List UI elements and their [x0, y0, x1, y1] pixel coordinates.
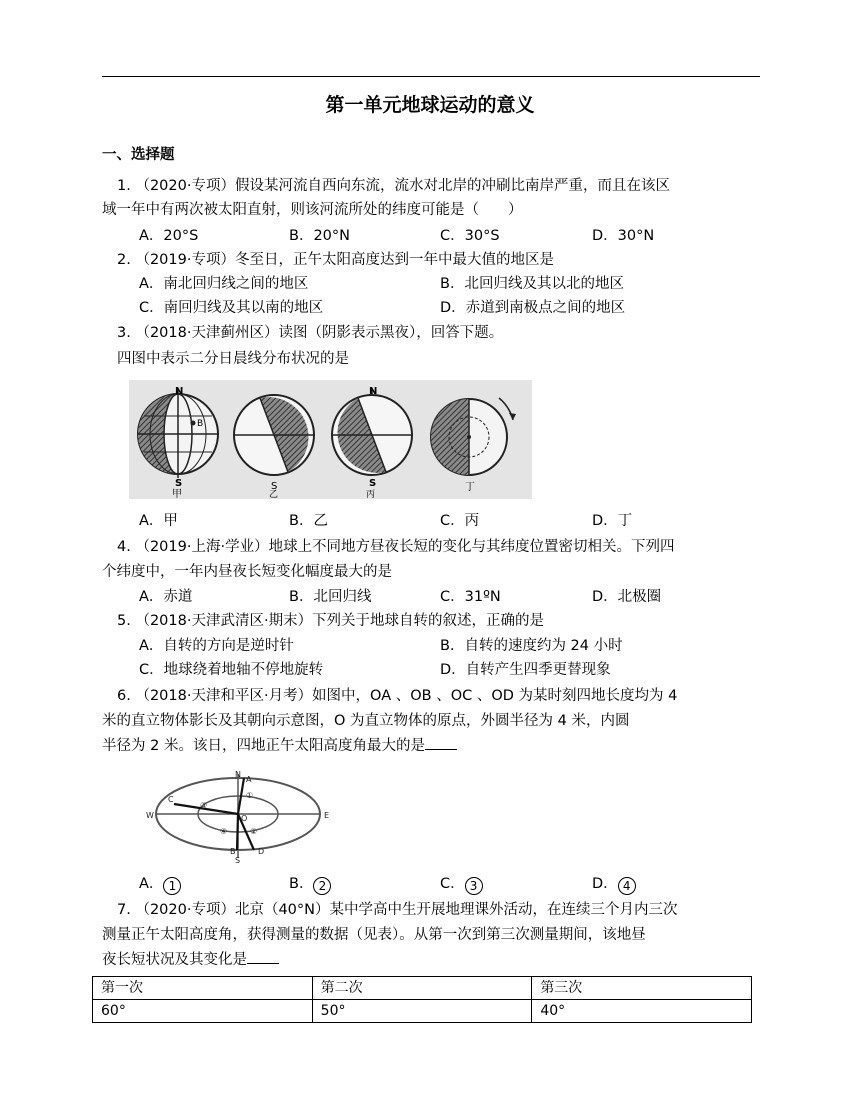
yi-s-label: S — [271, 481, 278, 492]
yi-caption: 乙 — [269, 490, 279, 499]
section-heading: 一、选择题 — [102, 147, 175, 163]
q1-stem-line2: 域一年中有两次被太阳直射，则该河流所处的纬度可能是（ ） — [102, 202, 523, 218]
q6-answer-blank[interactable] — [425, 735, 457, 750]
q3-option-d[interactable]: D．丁 — [592, 513, 633, 529]
q6-stem-line3 — [102, 735, 457, 757]
q2-option-a[interactable]: A．南北回归线之间的地区 — [139, 276, 309, 292]
q1-option-a[interactable]: A．20°S — [139, 228, 199, 244]
q7-stem-line2: 测量正午太阳高度角，获得测量的数据（见表）。从第一次到第三次测量期间，该地昼 — [102, 927, 646, 943]
q6-option-a-circle: 1 — [163, 877, 181, 895]
jia-caption: 甲 — [172, 489, 182, 499]
table-cell: 50° — [312, 1000, 532, 1023]
shadow-diagram — [142, 768, 417, 864]
q3-option-c[interactable]: C．丙 — [440, 513, 480, 529]
q5-option-a[interactable]: A．自转的方向是逆时针 — [139, 638, 294, 654]
q6-option-a-label: A． — [139, 876, 164, 892]
q2-option-b[interactable]: B．北回归线及其以北的地区 — [440, 276, 624, 292]
globe-yi — [234, 395, 314, 475]
marker-4: ④ — [220, 827, 228, 836]
table-header-cell: 第三次 — [532, 977, 752, 1000]
q4-stem-line2: 个纬度中，一年内昼夜长短变化幅度最大的是 — [102, 564, 392, 580]
bing-caption: 丙 — [366, 490, 376, 499]
jia-n-label: N — [175, 386, 184, 397]
q1-stem-line1: 1. （2020·专项）假设某河流自西向东流，流水对北岸的冲刷比南岸严重，而且在该区 — [117, 178, 670, 194]
q5-option-d[interactable]: D．自转产生四季更替现象 — [440, 662, 611, 678]
q7-stem-line3 — [102, 949, 279, 971]
ding-caption: 丁 — [465, 482, 475, 493]
dir-w-label: W — [146, 811, 154, 820]
terminator-figure — [129, 380, 532, 499]
q7-answer-blank[interactable] — [247, 949, 279, 964]
q6-option-c[interactable] — [440, 873, 483, 895]
q6-option-b-label: B． — [289, 876, 314, 892]
marker-2: ② — [250, 827, 258, 836]
table-cell: 40° — [532, 1000, 752, 1023]
globe-bing — [332, 390, 412, 475]
dir-n-label: N — [235, 770, 241, 779]
q4-option-b[interactable]: B．北回归线 — [289, 589, 372, 605]
header-rule — [102, 76, 760, 77]
q5-stem: 5. （2018·天津武清区·期末）下列关于地球自转的叙述，正确的是 — [117, 613, 545, 629]
q2-stem: 2. （2019·专项）冬至日，正午太阳高度达到一年中最大值的地区是 — [117, 252, 554, 268]
point-b-label: B — [230, 847, 236, 856]
q7-stem-line1: 7. （2020·专项）北京（40°N）某中学高中生开展地理课外活动，在连续三个月内三次 — [117, 902, 678, 918]
q6-option-c-label: C． — [440, 876, 465, 892]
q2-option-c[interactable]: C．南回归线及其以南的地区 — [139, 300, 324, 316]
table-cell: 60° — [93, 1000, 313, 1023]
q4-stem-line1: 4. （2019·上海·学业）地球上不同地方昼夜长短的变化与其纬度位置密切相关。下列四 — [117, 539, 675, 555]
q2-option-d[interactable]: D．赤道到南极点之间的地区 — [440, 300, 626, 316]
q6-stem-line1: 6. （2018·天津和平区·月考）如图中，OA 、OB 、OC 、OD 为某时刻四地长度均为 4 — [117, 688, 678, 704]
q6-stem-line3-text: 半径为 2 米。该日，四地正午太阳高度角最大的是 — [102, 738, 425, 754]
q6-option-b-circle: 2 — [313, 877, 331, 895]
globe-ding — [431, 398, 516, 475]
q1-option-d[interactable]: D．30°N — [592, 228, 655, 244]
q6-option-b[interactable] — [289, 873, 331, 895]
q6-option-d-circle: 4 — [618, 877, 636, 895]
q3-option-b[interactable]: B．乙 — [289, 513, 328, 529]
q4-option-a[interactable]: A．赤道 — [139, 589, 193, 605]
point-c-label: C — [168, 795, 174, 804]
q7-stem-line3-text: 夜长短状况及其变化是 — [102, 952, 247, 968]
q6-option-d-label: D． — [592, 876, 618, 892]
q3-option-a[interactable]: A．甲 — [139, 513, 178, 529]
page-title: 第一单元地球运动的意义 — [325, 94, 535, 116]
table-row — [93, 1000, 752, 1023]
q6-option-d[interactable] — [592, 873, 636, 895]
jia-s-label: S — [175, 478, 183, 489]
q5-option-c[interactable]: C．地球绕着地轴不停地旋转 — [139, 662, 324, 678]
q6-option-c-circle: 3 — [465, 877, 483, 895]
table-header-cell: 第二次 — [312, 977, 532, 1000]
origin-o-label: O — [241, 814, 248, 823]
q1-option-b[interactable]: B．20°N — [289, 228, 350, 244]
marker-3: ③ — [200, 801, 208, 810]
measurement-table — [92, 976, 752, 1023]
dir-e-label: E — [324, 811, 330, 820]
globe-jia — [138, 390, 218, 478]
table-header-cell: 第一次 — [93, 977, 313, 1000]
bing-s-label: S — [369, 478, 377, 489]
table-header-row — [93, 977, 752, 1000]
q4-option-c[interactable]: C．31ºN — [440, 589, 501, 605]
point-a-label: A — [246, 775, 252, 784]
q3-stem-line1: 3. （2018·天津蓟州区）读图（阴影表示黑夜），回答下题。 — [117, 325, 504, 341]
jia-b-label: B — [197, 419, 204, 429]
bing-n-label: N — [369, 386, 378, 397]
q1-option-c[interactable]: C．30°S — [440, 228, 500, 244]
marker-1: ① — [246, 791, 254, 800]
q4-option-d[interactable]: D．北极圈 — [592, 589, 662, 605]
q5-option-b[interactable]: B．自转的速度约为 24 小时 — [440, 638, 623, 654]
q6-stem-line2: 米的直立物体影长及其朝向示意图，O 为直立物体的原点，外圆半径为 4 米，内圆 — [102, 713, 630, 729]
point-d-label: D — [258, 847, 265, 856]
dir-s-label: S — [235, 856, 241, 864]
q3-stem-line2: 四图中表示二分日晨线分布状况的是 — [117, 351, 349, 367]
q6-option-a[interactable] — [139, 873, 181, 895]
